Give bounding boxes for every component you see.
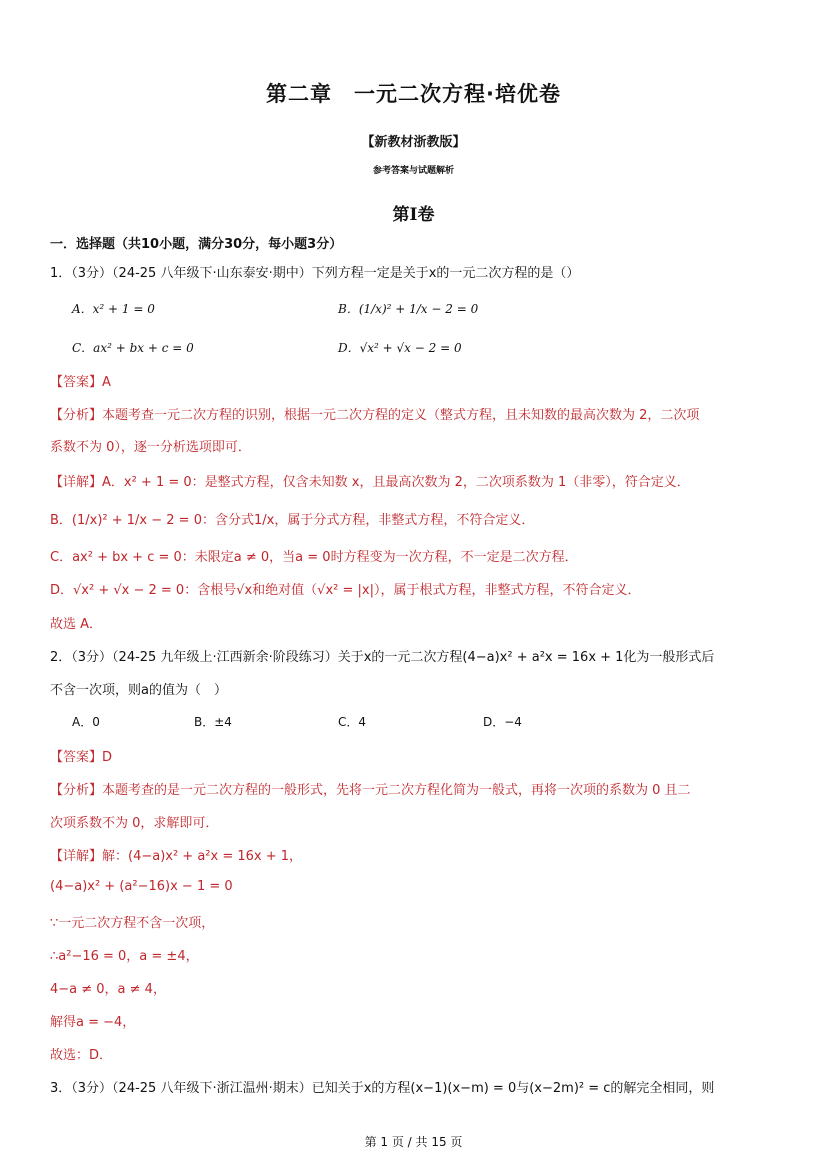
page-title: 第二章 一元二次方程·培优卷 (266, 82, 561, 106)
q2-step-4: ∴a²−16 = 0，a = ±4， (50, 949, 199, 964)
page-footer: 第 1 页 / 共 15 页 (364, 1135, 463, 1149)
q1-option-c: C．ax² + bx + c = 0 (72, 341, 194, 355)
q1-stem: 1．（3分）（24-25 八年级下·山东泰安·期中）下列方程一定是关于x的一元二次方程的是（） (50, 266, 580, 281)
q1-option-b: B．(1/x)² + 1/x − 2 = 0 (338, 302, 479, 316)
q1-analysis-line2: 系数不为 0），逐一分析选项即可． (50, 440, 251, 455)
q1-detail-b: B．(1/x)² + 1/x − 2 = 0：含分式1/x，属于分式方程，非整式方程，不符合定义． (50, 513, 535, 528)
edition-label: 【新教材浙教版】 (361, 135, 466, 150)
q1-conclusion: 故选 A． (50, 617, 103, 632)
q1-option-d: D．√x² + √x − 2 = 0 (338, 341, 462, 355)
q2-step-6: 解得a = −4， (50, 1015, 136, 1030)
q2-step-1: 【详解】解：(4−a)x² + a²x = 16x + 1， (50, 849, 303, 864)
q2-step-2: (4−a)x² + (a²−16)x − 1 = 0 (50, 879, 233, 894)
q2-stem-line1: 2．（3分）（24-25 九年级上·江西新余·阶段练习）关于x的一元二次方程(4−a)x² + a²x = 16x + 1化为一般形式后 (50, 650, 715, 665)
q2-option-b: B．±4 (194, 715, 232, 729)
q1-option-a: A．x² + 1 = 0 (72, 302, 155, 316)
answer-key-subtitle: 参考答案与试题解析 (372, 166, 454, 176)
q1-analysis-line1: 【分析】本题考查一元二次方程的识别，根据一元二次方程的定义（整式方程，且未知数的最高次数为 2，二次项 (50, 408, 700, 423)
volume-heading: 第Ⅰ卷 (392, 205, 435, 225)
q1-answer: 【答案】A (50, 375, 111, 390)
q2-option-a: A．0 (72, 715, 100, 729)
q1-detail-c: C．ax² + bx + c = 0：未限定a ≠ 0，当a = 0时方程变为一次方程，不一定是二次方程． (50, 550, 578, 565)
q1-detail-d: D．√x² + √x − 2 = 0：含根号√x和绝对值（√x² = |x|），属于根式方程，非整式方程，不符合定义． (50, 583, 641, 598)
q2-analysis-line2: 次项系数不为 0，求解即可． (50, 816, 219, 831)
q1-detail-a: 【详解】A．x² + 1 = 0：是整式方程，仅含未知数 x，且最高次数为 2，二次项系数为 1（非零），符合定义． (50, 475, 690, 490)
q2-stem-line2: 不含一次项，则a的值为（ ） (50, 683, 227, 698)
q2-option-c: C．4 (338, 715, 367, 729)
q2-step-5: 4−a ≠ 0，a ≠ 4， (50, 982, 166, 997)
section-heading: 一．选择题（共10小题，满分30分，每小题3分） (50, 237, 343, 252)
q2-step-3: ∵一元二次方程不含一次项， (50, 916, 215, 931)
q2-analysis-line1: 【分析】本题考查的是一元二次方程的一般形式，先将一元二次方程化简为一般式，再将一次项的系数为 0 且二 (50, 783, 691, 798)
q3-stem-line1: 3．（3分）（24-25 八年级下·浙江温州·期末）已知关于x的方程(x−1)(x−m) = 0与(x−2m)² = c的解完全相同，则 (50, 1081, 715, 1096)
q2-conclusion: 故选：D． (50, 1048, 113, 1063)
q2-answer: 【答案】D (50, 750, 113, 765)
q2-option-d: D．−4 (483, 715, 522, 729)
